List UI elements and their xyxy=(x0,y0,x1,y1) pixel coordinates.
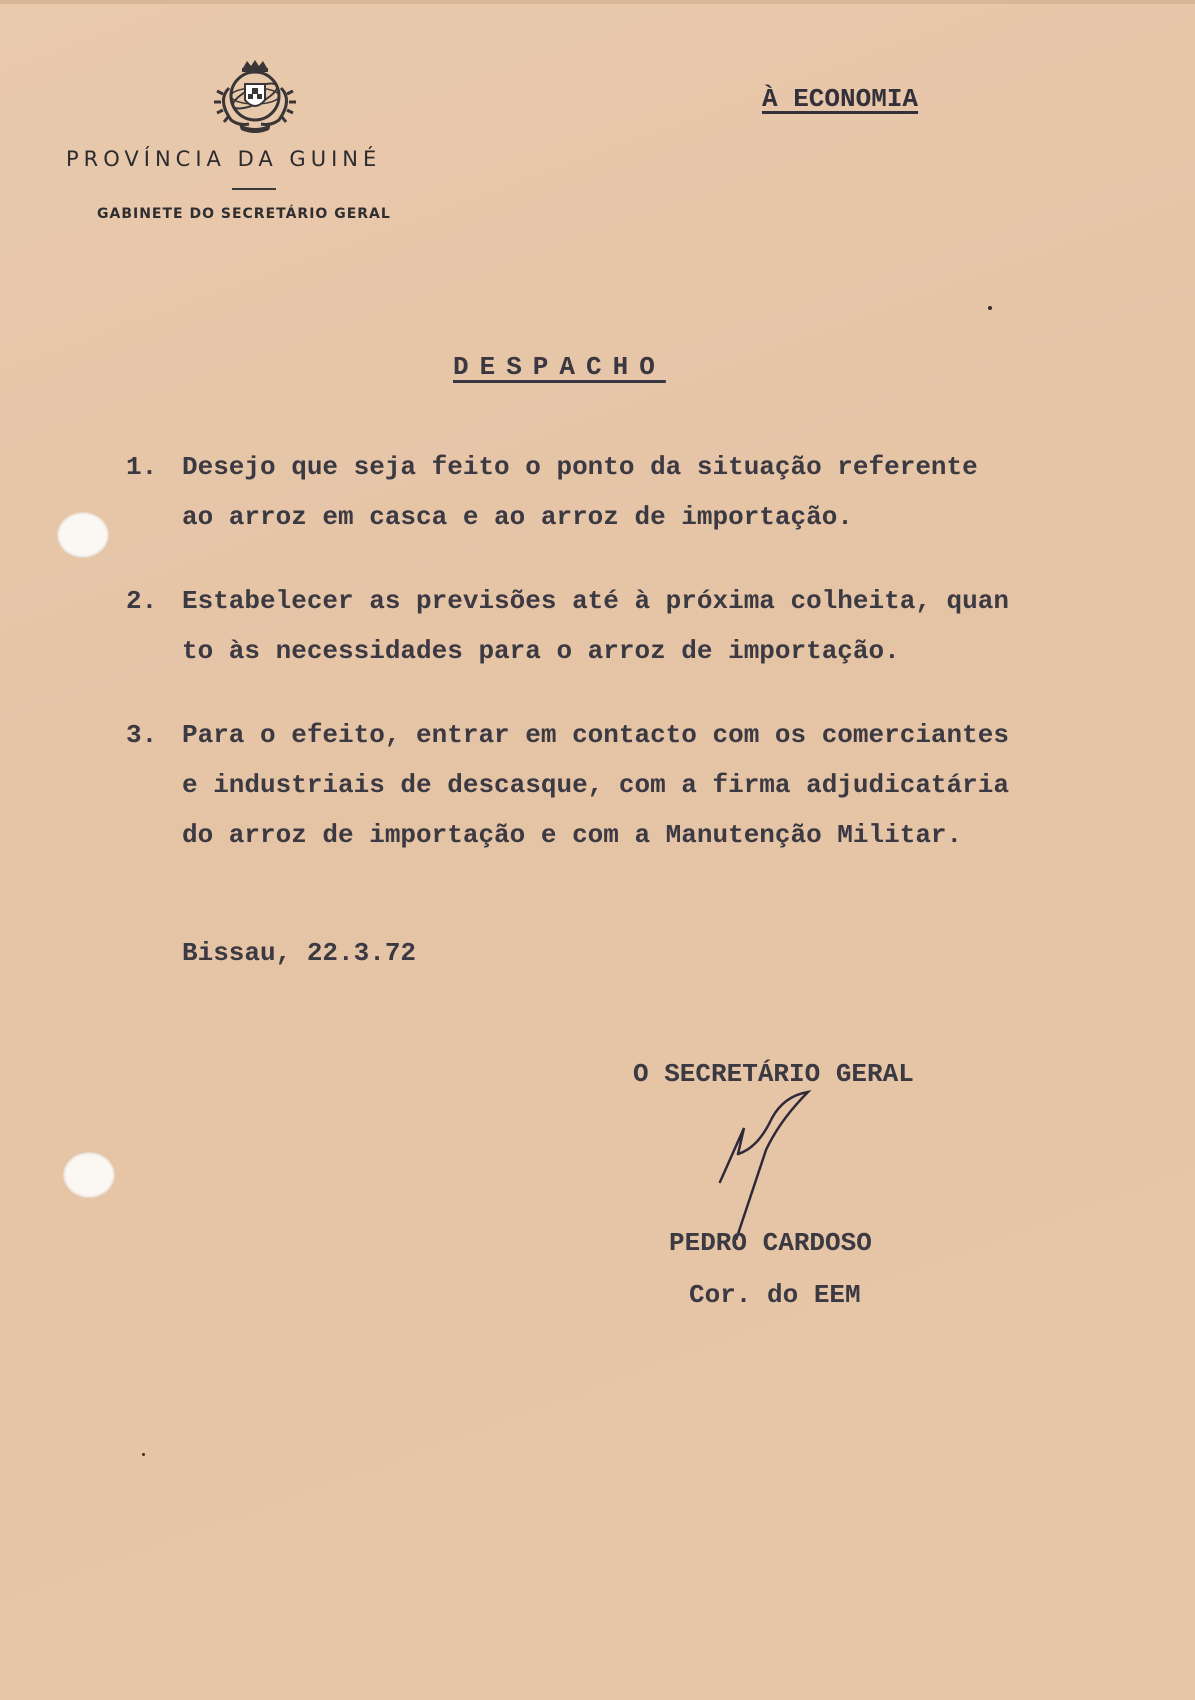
item-text-line: e industriais de descasque, com a firma adjudicatária xyxy=(182,770,1009,800)
punch-hole xyxy=(57,512,109,558)
paper-speck xyxy=(142,1453,145,1456)
place-date: Bissau, 22.3.72 xyxy=(182,938,417,968)
item-number: 3. xyxy=(126,720,158,750)
portuguese-coat-of-arms-icon xyxy=(205,58,305,134)
signatory-name: PEDRO CARDOSO xyxy=(669,1228,872,1258)
punch-hole xyxy=(63,1152,115,1198)
handwritten-signature-icon xyxy=(710,1090,820,1240)
document-title: DESPACHO xyxy=(453,352,666,382)
item-text-line: Para o efeito, entrar em contacto com os comerciantes xyxy=(182,720,1009,750)
item-text-line: do arroz de importação e com a Manutenção Militar. xyxy=(182,820,963,850)
item-text-line: ao arroz em casca e ao arroz de importação. xyxy=(182,502,853,532)
department-name: GABINETE DO SECRETÁRIO GERAL xyxy=(97,206,391,222)
signatory-title: O SECRETÁRIO GERAL xyxy=(633,1059,914,1089)
paper-edge xyxy=(0,0,1195,4)
paper-speck xyxy=(988,306,992,310)
item-text-line: to às necessidades para o arroz de importação. xyxy=(182,636,900,666)
item-text-line: Estabelecer as previsões até à próxima colheita, quan xyxy=(182,586,1009,616)
divider xyxy=(232,188,276,190)
item-number: 1. xyxy=(126,452,158,482)
organization-name: PROVÍNCIA DA GUINÉ xyxy=(66,147,382,171)
addressee: À ECONOMIA xyxy=(762,84,919,114)
item-number: 2. xyxy=(126,586,158,616)
signatory-rank: Cor. do EEM xyxy=(689,1280,861,1310)
item-text-line: Desejo que seja feito o ponto da situação referente xyxy=(182,452,978,482)
